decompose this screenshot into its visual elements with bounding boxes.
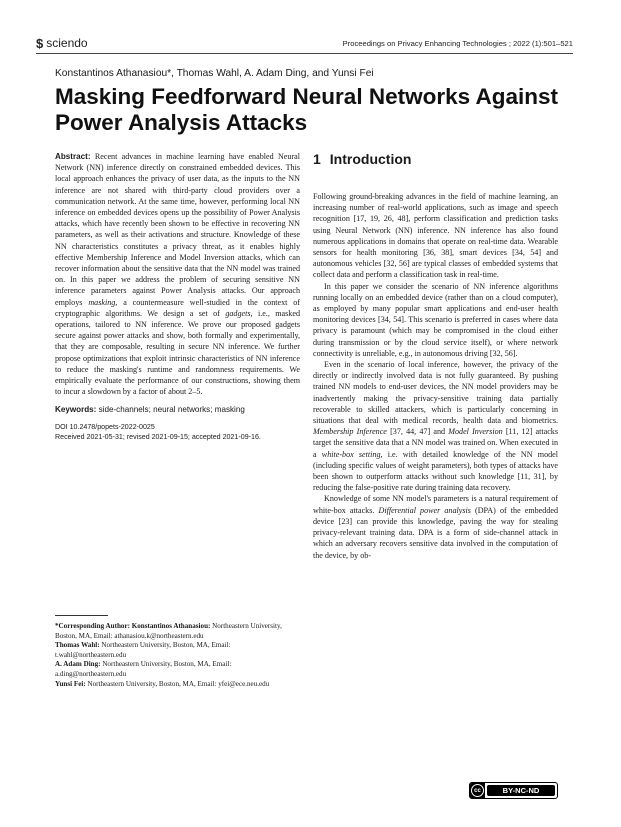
intro-p4-text-a: Knowledge of some NN model's parameters is a natural requirement of white-box attacks. [313,494,558,515]
section-number: 1 [313,151,321,167]
publisher-name: sciendo [46,36,88,50]
footnote-name: *Corresponding Author: Konstantinos Athanasiou: [55,622,211,630]
doi[interactable]: DOI 10.2478/popets-2022-0025 [55,422,155,431]
right-column [313,150,558,561]
intro-p3-emph-whitebox: white-box setting [321,449,381,459]
author-list: Konstantinos Athanasiou*, Thomas Wahl, A. Adam Ding, and Yunsi Fei [55,68,374,79]
intro-paragraph-4 [313,493,558,560]
publisher-logo [36,36,88,50]
abstract-emph-gadgets: gadgets [225,308,251,318]
author-footnotes [55,622,300,689]
footnote-text: Northeastern University, Boston, MA, Email: a.ding@northeastern.edu [55,660,232,678]
footnote-name: Yunsi Fei: [55,679,86,688]
footnote-item [55,680,300,690]
intro-p4-emph-dpa: Differential power analysis [378,505,471,515]
footnote-item [55,641,300,660]
intro-p3-text-a: Even in the scenario of local inference, however, the privacy of the directly or indirectly involved data is not fully guaranteed. By pushing trained NN models to end-user devices, the NN model providers may be inadvertently making the privacy-sensitive training data partially recoverable to skilled attackers, which is particularly concerning in situations that deal with medical records, health data and biometrics. [313,360,558,426]
keywords-label: Keywords: [55,405,97,415]
intro-p3-emph-membership: Membership Inference [313,427,387,437]
section-title: Introduction [329,151,412,167]
footnote-name: Thomas Wahl: [55,641,100,650]
header-divider [36,53,573,54]
abstract-label: Abstract: [55,152,91,161]
intro-p3-text-d: , i.e. with detailed knowledge of the NN model (including specific values of weight parameters), both types of attacks have been shown to outperform attacks without such knowledge [11, 31], by reducing the false-positive rate during training data recovery. [313,449,559,493]
keywords [55,404,300,415]
keywords-text: side-channels; neural networks; masking [98,405,245,415]
abstract-text-3: , i.e., masked operations, tailored to NN inference. We prove our proposed gadgets secure against power attacks and show, both formally and experimentally, that they are composable, resulting in secure NN inference. We further propose optimizations that exploit intrinsic characteristics of NN inference to reduce the masking's runtime and randomness requirements. We empirically evaluate the performance of our constructions, showing them to incur a slowdown by a factor of about 2–5. [55,308,300,397]
intro-p3-emph-inversion: Model Inversion [448,427,503,437]
intro-paragraph-3 [313,359,558,493]
left-column [55,151,300,442]
abstract [55,151,300,397]
footnote-text: Northeastern University, Boston, MA, Email: t.wahl@northeastern.edu [55,641,231,659]
abstract-emph-masking: masking [88,297,116,307]
footnote-divider [55,615,108,616]
intro-paragraph-1: Following ground-breaking advances in the field of machine learning, an increasing number of real-world applications, such as image and speech recognition [17, 19, 26, 48], perform classification and prediction tasks using Neural Network (NN) inference. NN inference has also found numerous applications in domains that operate on real-time data. Wearable sensors for health monitoring [36, 38], smart devices [34, 54] and autonomous vehicles [32, 56] are typical classes of embedded systems that collect data and perform a classification task in real-time. [313,192,558,280]
abstract-text-1: Recent advances in machine learning have enabled Neural Network (NN) inference directly on constrained embedded devices. This local approach enhances the privacy of user data, as the inputs to the NN inference are not shared with third-party cloud providers over a communication network. At the same time, however, performing local NN inference on embedded devices opens up the possibility of Power Analysis attacks, which have recently been shown to be effective in recovering NN parameters, as well as their activations and structure. Knowledge of these NN characteristics constitutes a privacy threat, as it enables highly effective Membership Inference and Model Inversion attacks, which can recover information about the sensitive data that the NN model was trained on. In this paper we address the problem of securing sensitive NN inference parameters against Power Analysis attacks. Our approach employs [55,152,300,307]
intro-p3-text-c: [11, 12] attacks target the sensitive data that a NN model was trained on. When executed in a [313,427,558,459]
intro-p3-text-b: [37, 44, 47] and [386,427,449,437]
intro-paragraph-2: In this paper we consider the scenario of NN inference algorithms running locally on an embedded device (rather than on a cloud computer), as employed by many popular smart applications and end-user health monitoring devices [34, 54]. This scenario is preferred in cases where data privacy is paramount (which may be compromised in the cloud either during transmission or by the cloud service itself), or where network connectivity is unreliable, e.g., in autonomous driving [32, 56]. [313,281,558,358]
cc-license-badge[interactable] [469,782,558,799]
footnote-text: Northeastern University, Boston, MA, Email: athanasiou.k@northeastern.edu [55,622,282,640]
paper-title: Masking Feedforward Neural Networks Against Power Analysis Attacks [55,84,559,135]
footnote-text: Northeastern University, Boston, MA, Email: yfei@ece.neu.edu [87,679,270,688]
sciendo-icon: $ [36,35,44,51]
license-label: BY-NC-ND [487,785,555,796]
journal-citation: Proceedings on Privacy Enhancing Technologies ; 2022 (1):501–521 [342,39,573,48]
article-dates [55,422,300,442]
intro-p4-text-b: (DPA) of the embedded device [23] can provide this knowledge, paving the way for stealing privacy-relevant training data. DPA is a form of side-channel attack in which an adversary recovers sensitive data involved in the computation of the device, by ob- [313,505,559,560]
footnote-item [55,660,300,679]
section-heading [313,150,558,168]
footnote-item [55,622,300,641]
creative-commons-icon: cc [470,783,485,798]
received-dates: Received 2021-05-31; revised 2021-09-15; accepted 2021-09-16. [55,432,261,441]
footnote-name: A. Adam Ding: [55,660,101,669]
abstract-text-2: , a countermeasure well-studied in the context of cryptographic algorithms. We design a set of [55,297,301,318]
